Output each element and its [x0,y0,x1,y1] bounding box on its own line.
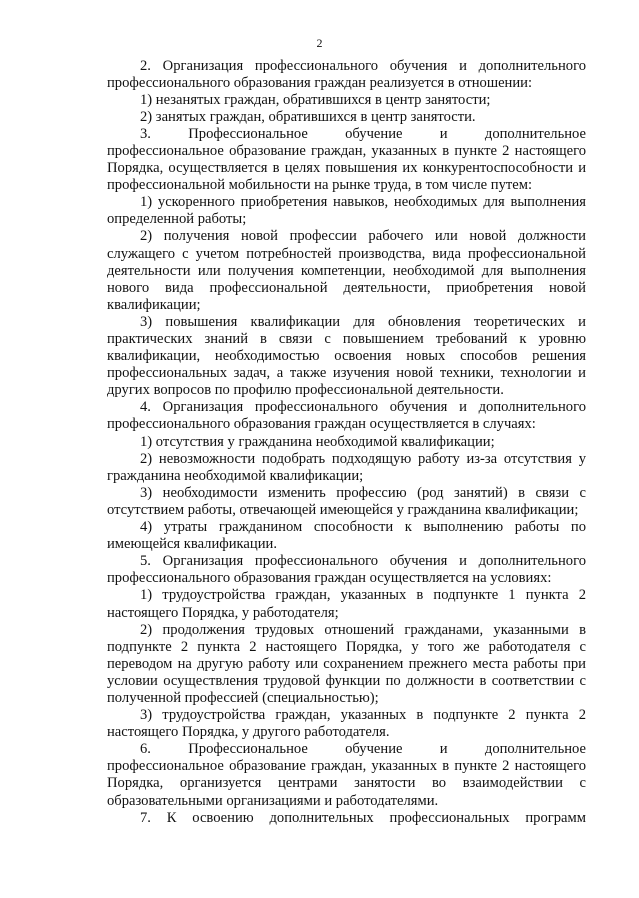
page-number: 2 [316,36,323,50]
paragraph-6-heading: 6. Профессиональное обучение и дополнительное [140,741,586,758]
paragraph-3-item-1: 1) ускоренного приобретения навыков, необходимых для выполнения определенной работы; [107,194,586,228]
paragraph-3-body: профессиональное образование граждан, указанных в пункте 2 настоящего Порядка, осуществляется в целях повышения их конкурентоспособности и профессиональной мобильности на рынке труда, в том числе путем: [107,142,586,194]
paragraph-5-item-2: 2) продолжения трудовых отношений гражданами, указанными в подпункте 2 пункта 2 настоящего Порядка, у того же работодателя с переводом на другую работу или сохранением прежнего места работы при условии осуществления трудовой функции по должности в соответствии с полученной профессией (специальностью); [107,621,586,706]
paragraph-3-item-3: 3) повышения квалификации для обновления теоретических и практических знаний в связи с повышением требований к уровню квалификации, необходимостью освоения новых способов решения профессиональных задач, а также изучения новой техники, технологии и других вопросов по профилю профессиональной деятельности. [107,313,586,399]
document-body [107,58,586,827]
paragraph-3-item-2: 2) получения новой профессии рабочего или новой должности служащего с учетом потребностей производства, вида профессиональной деятельности или получения компетенции, необходимой для выполнения нового вида профессиональной деятельности, приобретения новой квалификации; [107,228,586,313]
paragraph-3-heading: 3. Профессиональное обучение и дополнительное [140,125,586,142]
paragraph-5-item-3: 3) трудоустройства граждан, указанных в подпункте 2 пункта 2 настоящего Порядка, у другого работодателя. [107,707,586,741]
paragraph-4-item-2: 2) невозможности подобрать подходящую работу из-за отсутствия у гражданина необходимой квалификации; [107,450,586,484]
paragraph-5-item-1: 1) трудоустройства граждан, указанных в подпункте 1 пункта 2 настоящего Порядка, у работодателя; [107,587,586,621]
paragraph-4-item-4: 4) утраты гражданином способности к выполнению работы по имеющейся квалификации. [107,519,586,553]
paragraph-7: 7. К освоению дополнительных профессиональных программ [140,809,586,826]
paragraph-4-item-1: 1) отсутствия у гражданина необходимой квалификации; [140,433,495,450]
paragraph-5: 5. Организация профессионального обучения и дополнительного профессионального образования граждан осуществляется на условиях: [107,553,586,587]
paragraph-4-item-3: 3) необходимости изменить профессию (род занятий) в связи с отсутствием работы, отвечающей имеющейся у гражданина квалификации; [107,484,586,518]
paragraph-2-item-1: 1) незанятых граждан, обратившихся в центр занятости; [140,91,491,108]
paragraph-6-body: профессиональное образование граждан, указанных в пункте 2 настоящего Порядка, организуется центрами занятости во взаимодействии с образовательными организациями и работодателями. [107,758,586,809]
paragraph-2: 2. Организация профессионального обучения и дополнительного профессионального образования граждан реализуется в отношении: [107,57,586,91]
paragraph-2-item-2: 2) занятых граждан, обратившихся в центр занятости. [140,108,476,125]
paragraph-4: 4. Организация профессионального обучения и дополнительного профессионального образования граждан осуществляется в случаях: [107,399,586,433]
